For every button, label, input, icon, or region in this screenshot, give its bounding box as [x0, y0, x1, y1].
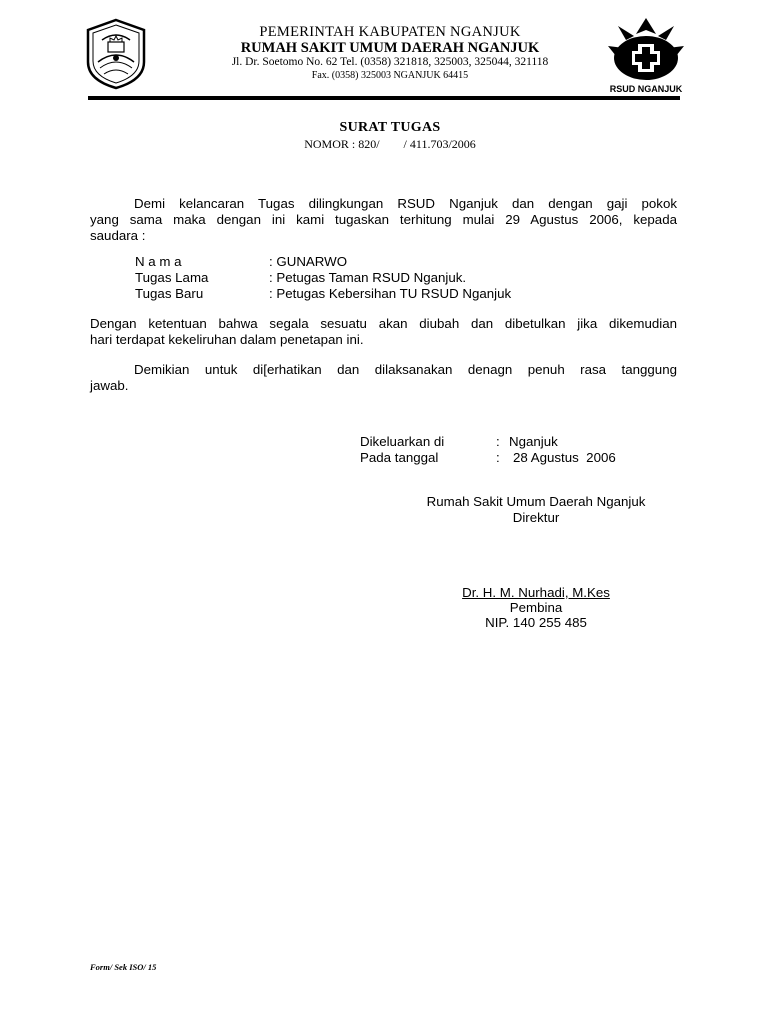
- rsud-logo-icon: [604, 16, 688, 98]
- hospital-name: RUMAH SAKIT UMUM DAERAH NGANJUK: [240, 40, 540, 56]
- paragraph-line: Dengan ketentuan bahwa segala sesuatu akan diubah dan dibetulkan jika dikemudian: [90, 316, 677, 331]
- issued-place-separator: :: [496, 434, 500, 449]
- logo-caption: RSUD NGANJUK: [609, 84, 683, 94]
- document-number: NOMOR : 820/ / 411.703/2006: [304, 137, 476, 151]
- regency-emblem-icon: [84, 18, 148, 90]
- issued-date-label: Pada tanggal: [360, 450, 439, 465]
- issued-place-value: Nganjuk: [509, 434, 558, 449]
- document-title: SURAT TUGAS: [339, 120, 441, 135]
- signatory-nip: NIP. 140 255 485: [485, 615, 587, 630]
- condition-paragraph: [90, 316, 677, 348]
- paragraph-line: hari terdapat kekeliruhan dalam penetapan ini.: [90, 332, 364, 347]
- field-label-old-task: Tugas Lama: [135, 270, 209, 285]
- signatory-rank: Pembina: [509, 600, 563, 615]
- header-divider: [88, 96, 680, 100]
- field-value-old-task: : Petugas Taman RSUD Nganjuk.: [269, 270, 467, 285]
- closing-paragraph: [90, 362, 677, 394]
- field-value-new-task: : Petugas Kebersihan TU RSUD Nganjuk: [269, 286, 512, 301]
- paragraph-line: Demi kelancaran Tugas dilingkungan RSUD Nganjuk dan dengan gaji pokok: [134, 196, 677, 211]
- field-label-name: N a m a: [135, 254, 182, 269]
- field-value-name: : GUNARWO: [269, 254, 348, 269]
- signatory-name: Dr. H. M. Nurhadi, M.Kes: [462, 585, 610, 600]
- paragraph-line: Demikian untuk di[erhatikan dan dilaksanakan denagn penuh rasa tanggung: [134, 362, 677, 377]
- issued-date-value: 28 Agustus 2006: [513, 450, 616, 465]
- hospital-address: Jl. Dr. Soetomo No. 62 Tel. (0358) 321818, 325003, 325044, 321118: [231, 56, 549, 68]
- paragraph-line: yang sama maka dengan ini kami tugaskan terhitung mulai 29 Agustus 2006, kepada: [90, 212, 677, 227]
- form-code: Form/ Sek ISO/ 15: [90, 962, 157, 972]
- signatory-position: Direktur: [512, 510, 560, 525]
- signatory-institution: Rumah Sakit Umum Daerah Nganjuk: [426, 494, 646, 509]
- hospital-fax: Fax. (0358) 325003 NGANJUK 64415: [311, 70, 469, 81]
- government-name: PEMERINTAH KABUPATEN NGANJUK: [259, 24, 521, 40]
- paragraph-line: jawab.: [90, 378, 129, 393]
- issued-date-separator: :: [496, 450, 500, 465]
- paragraph-line: saudara :: [90, 228, 146, 243]
- opening-paragraph: [90, 196, 677, 244]
- issued-place-label: Dikeluarkan di: [360, 434, 445, 449]
- field-label-new-task: Tugas Baru: [135, 286, 204, 301]
